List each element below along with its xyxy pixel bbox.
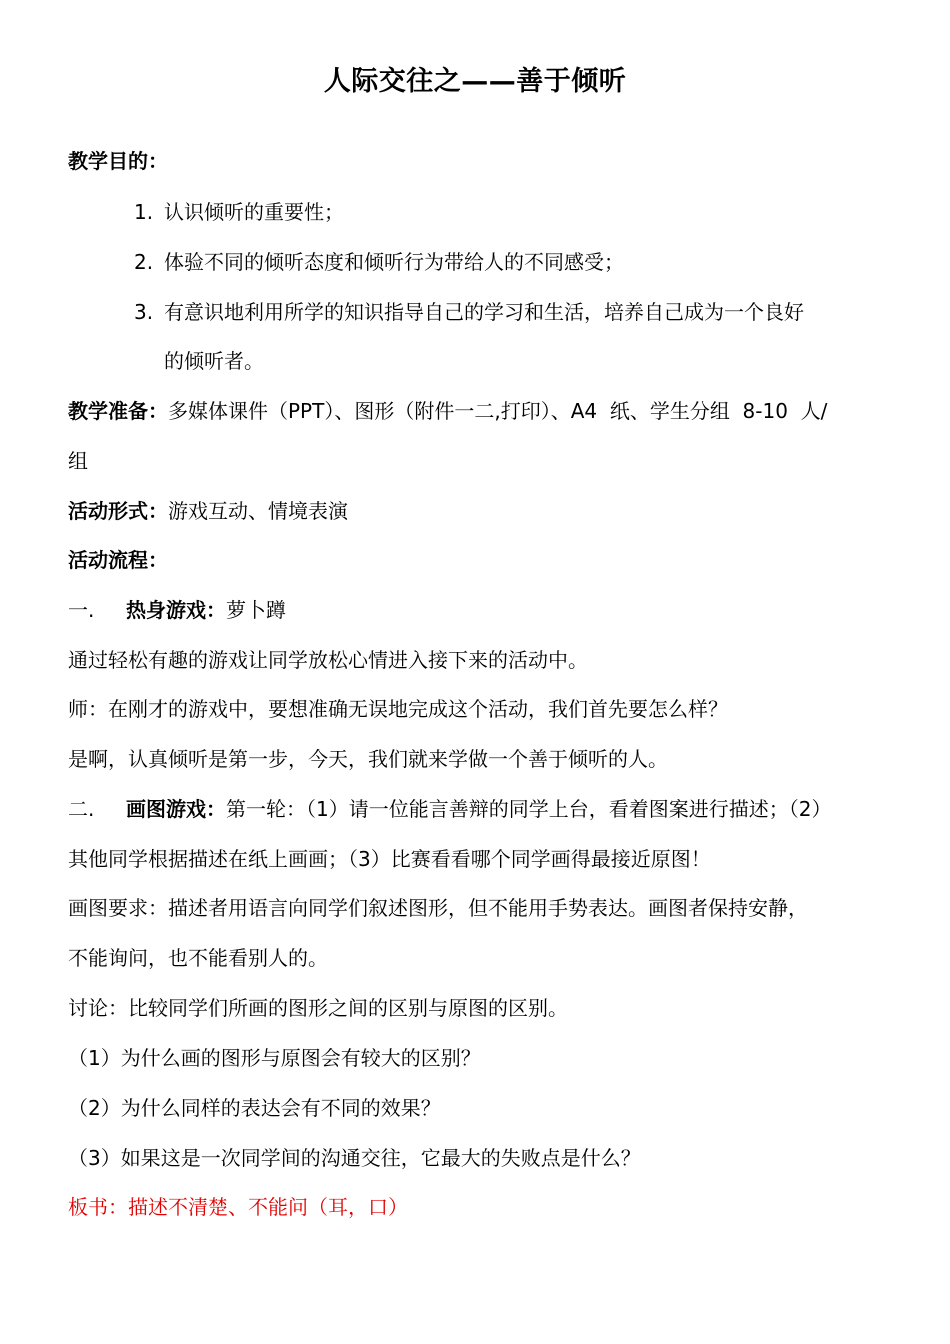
section1-heading: 一. 热身游戏：萝卜蹲 <box>68 598 286 622</box>
section1-line-2: 师：在刚才的游戏中，要想准确无误地完成这个活动，我们首先要怎么样？ <box>68 697 728 721</box>
section1-line-1: 通过轻松有趣的游戏让同学放松心情进入接下来的活动中。 <box>68 648 588 672</box>
section2-continuation: 其他同学根据描述在纸上画画；（3）比赛看看哪个同学画得最接近原图！ <box>68 847 711 871</box>
section1-line-3: 是啊，认真倾听是第一步，今天，我们就来学做一个善于倾听的人。 <box>68 747 668 771</box>
objective-item-1: 1. 认识倾听的重要性； <box>134 200 344 224</box>
drawing-requirement-line-1: 画图要求：描述者用语言向同学们叙述图形，但不能用手势表达。画图者保持安静， <box>68 896 808 920</box>
question-3: （3）如果这是一次同学间的沟通交往，它最大的失败点是什么？ <box>68 1146 641 1170</box>
process-heading: 活动流程： <box>68 548 168 572</box>
preparation-line: 教学准备：多媒体课件（PPT）、图形（附件一二,打印）、A4 纸、学生分组 8-10 人/ <box>68 399 828 423</box>
drawing-requirement-line-2: 不能询问，也不能看别人的。 <box>68 946 328 970</box>
document-title: 人际交往之——善于倾听 <box>323 66 627 97</box>
objective-item-2: 2. 体验不同的倾听态度和倾听行为带给人的不同感受； <box>134 250 624 274</box>
objective-item-3-continuation: 的倾听者。 <box>164 349 264 373</box>
discussion-line: 讨论：比较同学们所画的图形之间的区别与原图的区别。 <box>68 996 568 1020</box>
objective-item-3: 3. 有意识地利用所学的知识指导自己的学习和生活，培养自己成为一个良好 <box>134 300 804 324</box>
question-1: （1）为什么画的图形与原图会有较大的区别？ <box>68 1046 481 1070</box>
question-2: （2）为什么同样的表达会有不同的效果？ <box>68 1096 441 1120</box>
section2-heading: 二. 画图游戏：第一轮：（1）请一位能言善辩的同学上台，看着图案进行描述；（2） <box>68 797 832 821</box>
objectives-heading: 教学目的： <box>68 149 168 173</box>
form-line: 活动形式：游戏互动、情境表演 <box>68 499 348 523</box>
preparation-continuation: 组 <box>68 449 88 473</box>
board-note: 板书：描述不清楚、不能问（耳，口） <box>68 1195 408 1219</box>
